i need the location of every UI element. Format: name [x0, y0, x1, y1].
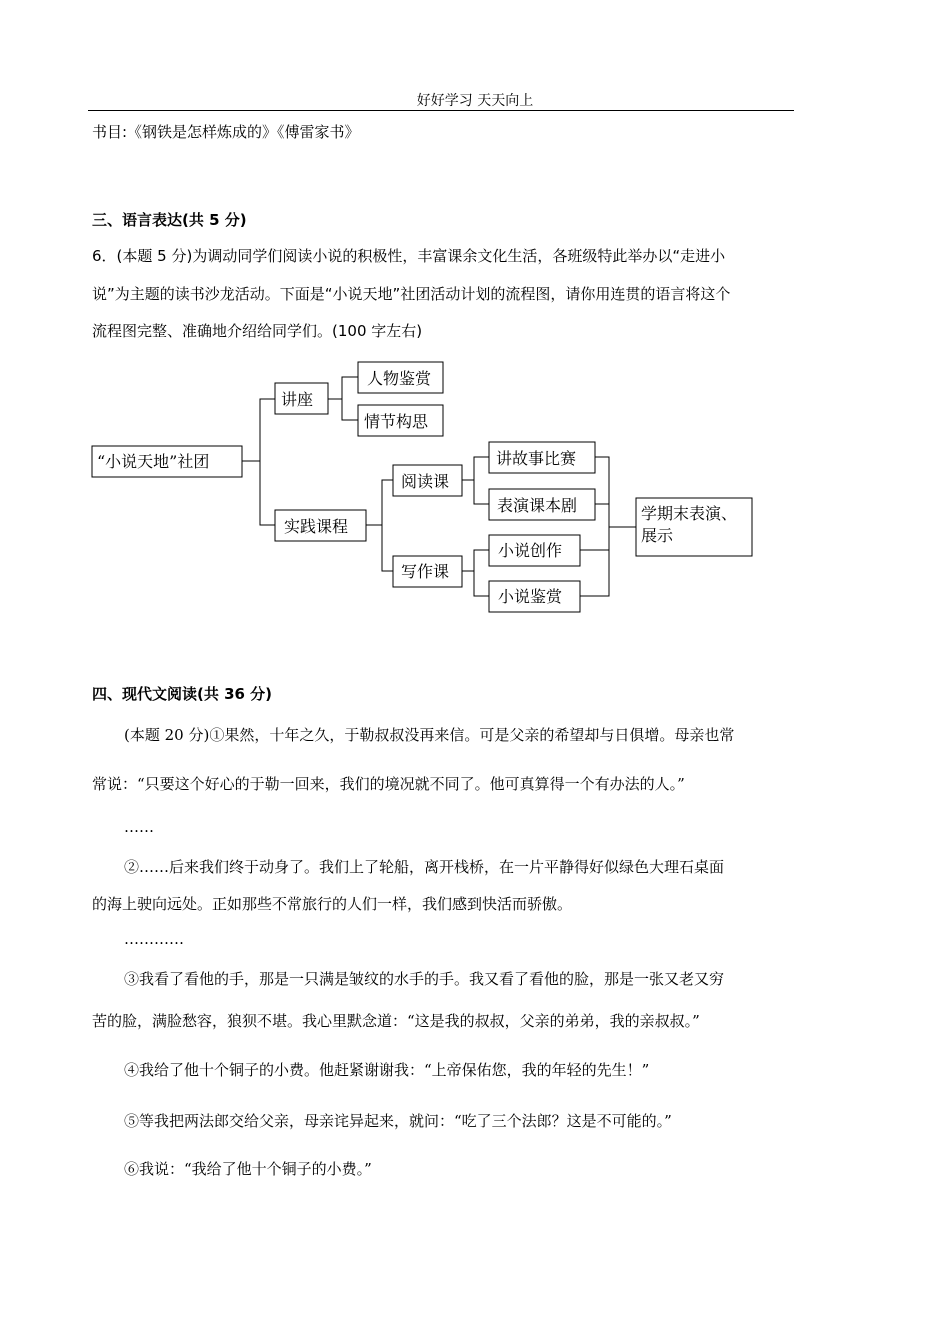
passage-line-8: ⑤等我把两法郎交给父亲，母亲诧异起来，就问：“吃了三个法郎？这是不可能的。” — [124, 1112, 672, 1130]
label-drama: 表演课本剧 — [497, 496, 578, 515]
box-plot-design — [358, 405, 443, 436]
passage-ellipsis-2: ………… — [124, 930, 184, 948]
box-writing — [393, 556, 462, 587]
label-final-show-line2: 展示 — [641, 526, 674, 545]
section3-title: 三、语言表达(共 5 分) — [92, 211, 247, 229]
label-plot-design: 情节构思 — [364, 412, 429, 431]
label-writing: 写作课 — [401, 562, 450, 581]
connector-root-lecture — [242, 399, 275, 461]
box-drama — [489, 489, 595, 520]
passage-line-4: 的海上驶向远处。正如那些不常旅行的人们一样，我们感到快活而骄傲。 — [92, 895, 573, 913]
passage-line-2: 常说：“只要这个好心的于勒一回来，我们的境况就不同了。他可真算得一个有办法的人。” — [92, 775, 685, 793]
label-character-appreciation: 人物鉴赏 — [367, 369, 432, 388]
box-story-contest — [489, 442, 595, 473]
book-list: 书目:《钢铁是怎样炼成的》《傅雷家书》 — [92, 123, 360, 141]
label-practice: 实践课程 — [284, 517, 349, 536]
connector-root-practice — [260, 461, 275, 525]
connector-lecture-character — [328, 377, 358, 399]
label-story-contest: 讲故事比赛 — [496, 449, 577, 468]
label-novel-creation: 小说创作 — [498, 541, 563, 560]
box-root — [92, 446, 242, 477]
connector-practice-writing — [382, 525, 393, 571]
connector-reading-merge — [595, 457, 609, 504]
passage-line-9: ⑥我说：“我给了他十个铜子的小费。” — [124, 1160, 372, 1178]
box-lecture — [275, 383, 328, 414]
label-lecture: 讲座 — [281, 390, 314, 409]
section4-title: 四、现代文阅读(共 36 分) — [92, 685, 273, 703]
q6-line-1: 6．(本题 5 分)为调动同学们阅读小说的积极性，丰富课余文化生活，各班级特此举办以“走进小 — [92, 247, 726, 265]
label-reading: 阅读课 — [401, 472, 450, 491]
box-novel-appreciation — [489, 581, 580, 612]
passage-line-5: ③我看了看他的手，那是一只满是皱纹的水手的手。我又看了看他的脸，那是一张又老又穷 — [124, 970, 725, 988]
label-final-show-line1: 学期末表演、 — [641, 504, 738, 523]
box-final-show — [636, 498, 752, 556]
passage-line-6: 苦的脸，满脸愁容，狼狈不堪。我心里默念道：“这是我的叔叔，父亲的弟弟，我的亲叔叔。” — [92, 1012, 700, 1030]
q6-line-3: 流程图完整、准确地介绍给同学们。(100 字左右) — [92, 322, 423, 340]
passage-line-1: (本题 20 分)①果然，十年之久，于勒叔叔没再来信。可是父亲的希望却与日俱增。母亲也常 — [124, 726, 735, 744]
box-reading — [393, 465, 462, 496]
connector-practice-reading — [366, 480, 393, 525]
connector-writing-creation — [462, 550, 489, 571]
connector-writing-merge — [580, 550, 609, 596]
passage-line-7: ④我给了他十个铜子的小费。他赶紧谢谢我：“上帝保佑您，我的年轻的先生！” — [124, 1061, 650, 1079]
passage-ellipsis-1: …… — [124, 818, 154, 836]
label-root: “小说天地”社团 — [97, 452, 210, 471]
label-novel-appreciation: 小说鉴赏 — [498, 587, 563, 606]
box-practice — [275, 510, 366, 541]
connector-lecture-plot — [342, 399, 358, 420]
passage-line-3: ②……后来我们终于动身了。我们上了轮船，离开栈桥，在一片平静得好似绿色大理石桌面 — [124, 858, 725, 876]
header-rule — [88, 110, 794, 111]
connector-writing-appreciation — [474, 571, 489, 596]
box-novel-creation — [489, 535, 580, 566]
page-header-motto: 好好学习 天天向上 — [416, 93, 534, 109]
connector-reading-drama — [474, 480, 489, 504]
box-character-appreciation — [358, 362, 443, 393]
q6-line-2: 说”为主题的读书沙龙活动。下面是“小说天地”社团活动计划的流程图，请你用连贯的语言将这个 — [92, 285, 731, 303]
connector-reading-story — [462, 457, 489, 480]
